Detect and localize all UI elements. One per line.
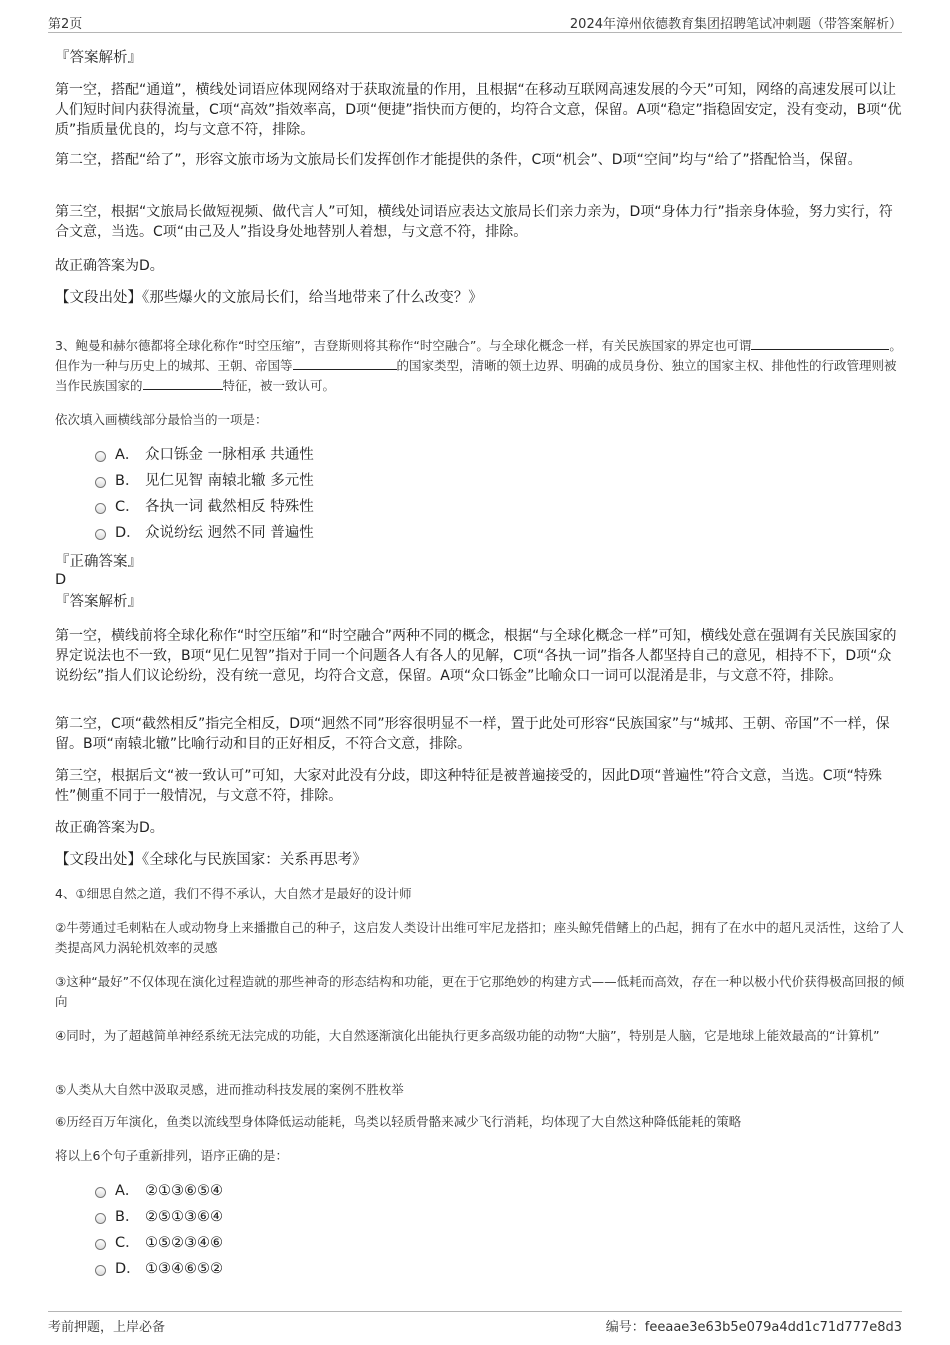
document-code: 编号：feeaae3e63b5e079a4dd1c71d777e8d3 (605, 1320, 902, 1335)
blank-1-cont (873, 337, 889, 350)
q4-sentence-5: ⑤人类从大自然中汲取灵感，进而推动科技发展的案例不胜枚举 (55, 1082, 404, 1097)
radio-icon[interactable] (95, 529, 106, 540)
q2-analysis-p1: 第一空，搭配“通道”，横线处词语应体现网络对于获取流量的作用，且根据“在移动互联网高速发展的今天”可知，网络的高速发展可以让人们短时间内获得流量，C项“高效”指效率高，D项“便捷”指快而方便的，均符合文意，保留。A项“稳定”指稳固安定，没有变动，B项“优质”指质量优良的，均与文意不符，排除。 (55, 82, 902, 138)
radio-icon[interactable] (95, 503, 106, 514)
q4-sentence-1: 4、①细思自然之道，我们不得不承认，大自然才是最好的设计师 (55, 886, 412, 901)
q4-sentence-6: ⑥历经百万年演化，鱼类以流线型身体降低运动能耗，鸟类以轻质骨骼来减少飞行消耗，均体现了大自然这种降低能耗的策略 (55, 1114, 742, 1129)
q2-analysis-p3: 第三空，根据“文旅局长做短视频、做代言人”可知，横线处词语应表达文旅局长们亲力亲为，D项“身体力行”指亲身体验，努力实行，符合文意，当选。C项“由己及人”指设身处地替别人着想，与文意不符，排除。 (55, 204, 893, 240)
q3-analysis-label: 『答案解析』 (55, 594, 142, 610)
q3-stem: 3、鲍曼和赫尔德都将全球化称作“时空压缩”，吉登斯则将其称作“时空融合”。与全球化概念一样，有关民族国家的界定也可谓 。但作为一种与历史上的城邦、王朝、帝国等 的国家类型，清晰的领土边界、明确的成员身份、独立的国家主权、排他性的行政管理则被当作民族国家的 特征，被一致认可。 (55, 338, 902, 393)
q3-answer: D (55, 572, 67, 588)
page-number: 第2页 (48, 17, 83, 32)
q3-analysis-p3: 第三空，根据后文“被一致认可”可知，大家对此没有分歧，即这种特征是被普遍接受的，因此D项“普遍性”符合文意，当选。C项“特殊性”侧重不同于一般情况，与文意不符，排除。 (55, 768, 882, 804)
q2-conclusion: 故正确答案为D。 (55, 258, 164, 274)
q4-sentence-2: ②牛蒡通过毛刺粘在人或动物身上来播撒自己的种子，这启发人类设计出维可牢尼龙搭扣；座头鲸凭借鳍上的凸起，拥有了在水中的超凡灵活性，这给了人类提高风力涡轮机效率的灵感 (55, 920, 904, 955)
q2-source: 【文段出处】《那些爆火的文旅局长们，给当地带来了什么改变？》 (55, 290, 483, 306)
radio-icon[interactable] (95, 477, 106, 488)
footer-slogan: 考前押题，上岸必备 (48, 1320, 166, 1335)
blank-2 (293, 357, 397, 370)
q3-analysis-p1: 第一空，横线前将全球化称作“时空压缩”和“时空融合”两种不同的概念，根据“与全球化概念一样”可知，横线处意在强调有关民族国家的界定说法也不一致，B项“见仁见智”指对于同一个问题各人有各人的见解，C项“各执一词”指各人都坚持自己的意见，相持不下，D项“众说纷纭”指人们议论纷纷，没有统一意见，均符合文意，保留。A项“众口铄金”比喻众口一词可以混淆是非，与文意不符，排除。 (55, 628, 897, 684)
q2-analysis-label: 『答案解析』 (55, 50, 142, 66)
q3-conclusion: 故正确答案为D。 (55, 820, 164, 836)
page-footer (48, 1311, 902, 1336)
q3-prompt: 依次填入画横线部分最恰当的一项是： (55, 412, 268, 427)
q4-sentence-3: ③这种“最好”不仅体现在演化过程造就的那些神奇的形态结构和功能，更在于它那绝妙的构建方式——低耗而高效，存在一种以极小代价获得极高回报的倾向 (55, 974, 905, 1009)
blank-1 (751, 337, 873, 350)
radio-icon[interactable] (95, 1239, 106, 1250)
blank-3 (143, 377, 223, 390)
document-title: 2024年漳州依德教育集团招聘笔试冲刺题（带答案解析） (569, 17, 902, 32)
q3-source: 【文段出处】《全球化与民族国家：关系再思考》 (55, 852, 367, 868)
q3-analysis-p2: 第二空，C项“截然相反”指完全相反，D项“迥然不同”形容很明显不一样，置于此处可形容“民族国家”与“城邦、王朝、帝国”不一样，保留。B项“南辕北辙”比喻行动和目的正好相反，不符合文意，排除。 (55, 716, 890, 752)
page-header (48, 10, 902, 33)
radio-icon[interactable] (95, 1187, 106, 1198)
q2-analysis-p2: 第二空，搭配“给了”，形容文旅市场为文旅局长们发挥创作才能提供的条件，C项“机会”、D项“空间”均与“给了”搭配恰当，保留。 (55, 152, 862, 168)
q4-sentence-4: ④同时，为了超越简单神经系统无法完成的功能，大自然逐渐演化出能执行更多高级功能的动物“大脑”，特别是人脑，它是地球上能效最高的“计算机” (55, 1028, 880, 1043)
radio-icon[interactable] (95, 1213, 106, 1224)
radio-icon[interactable] (95, 451, 106, 462)
q3-answer-label: 『正确答案』 (55, 554, 142, 570)
radio-icon[interactable] (95, 1265, 106, 1276)
q4-prompt: 将以上6个句子重新排列，语序正确的是： (55, 1148, 288, 1163)
